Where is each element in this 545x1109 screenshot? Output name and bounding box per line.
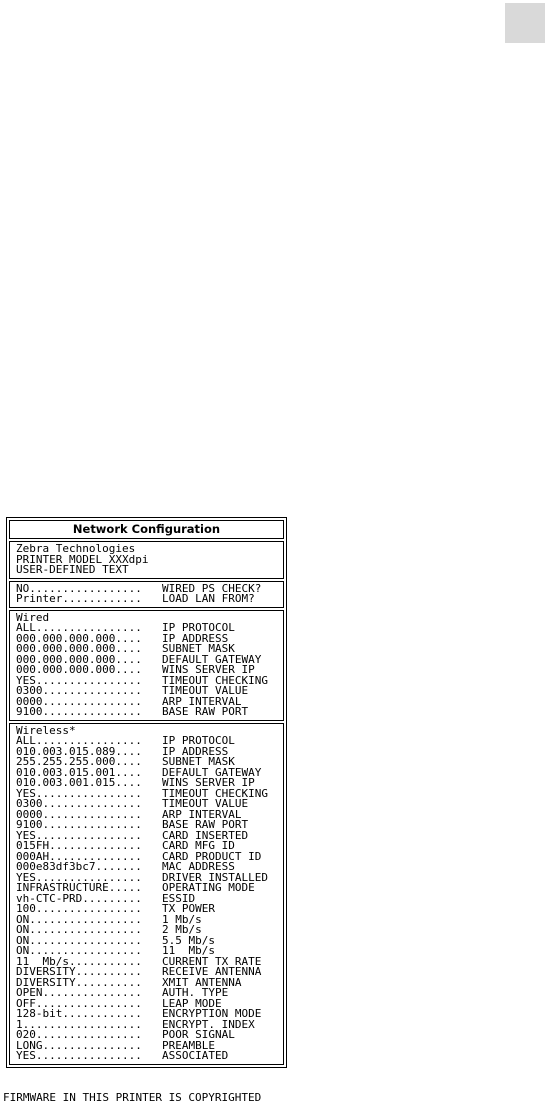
- wireless-heading: Wireless*: [16, 725, 76, 736]
- setting-value: OFF................: [16, 998, 142, 1009]
- setting-row: [16, 957, 279, 968]
- setting-label: WIRED PS CHECK?: [162, 583, 262, 594]
- setting-label: PREAMBLE: [162, 1040, 215, 1051]
- setting-row: [16, 584, 279, 595]
- setting-value: 11 Mb/s...........: [16, 956, 142, 967]
- setting-value: 9100...............: [16, 707, 142, 718]
- setting-row: [16, 904, 279, 915]
- wireless-settings-box: [9, 723, 284, 1065]
- setting-row: [16, 873, 279, 884]
- setting-row: [16, 810, 279, 821]
- setting-label: CARD MFG ID: [162, 841, 235, 852]
- setting-value: 255.255.255.000....: [16, 757, 142, 768]
- wired-heading: Wired: [16, 612, 50, 623]
- setting-label: ASSOCIATED: [162, 1051, 229, 1062]
- setting-value: vh-CTC-PRD.........: [16, 893, 142, 904]
- setting-row: [16, 594, 279, 605]
- setting-label: ENCRYPTION MODE: [162, 1009, 262, 1020]
- setting-row: [16, 768, 279, 779]
- setting-label: CURRENT TX RATE: [162, 956, 262, 967]
- setting-row: [16, 936, 279, 947]
- setting-row: [16, 799, 279, 810]
- setting-label: XMIT ANTENNA: [162, 977, 242, 988]
- setting-label: BASE RAW PORT: [162, 820, 249, 831]
- setting-value: INFRASTRUCTURE.....: [16, 883, 142, 894]
- setting-value: 128-bit............: [16, 1009, 142, 1020]
- setting-label: TIMEOUT VALUE: [162, 799, 249, 810]
- setting-row: [16, 988, 279, 999]
- identity-line: Zebra Technologies: [16, 544, 136, 555]
- setting-value: LONG...............: [16, 1040, 142, 1051]
- setting-value: YES................: [16, 1051, 142, 1062]
- setting-row: [16, 862, 279, 873]
- setting-label: SUBNET MASK: [162, 757, 235, 768]
- setting-row: [16, 623, 279, 634]
- setting-row: [16, 757, 279, 768]
- setting-label: POOR SIGNAL: [162, 1030, 235, 1041]
- setting-label: BASE RAW PORT: [162, 707, 249, 718]
- wired-settings-box: [9, 610, 284, 721]
- setting-value: 100................: [16, 904, 142, 915]
- setting-label: TIMEOUT CHECKING: [162, 675, 268, 686]
- setting-value: OPEN...............: [16, 988, 142, 999]
- setting-value: YES................: [16, 830, 142, 841]
- identity-line: PRINTER MODEL XXXdpi: [16, 554, 149, 565]
- setting-value: ALL................: [16, 623, 142, 634]
- setting-row: [16, 634, 279, 645]
- setting-label: LOAD LAN FROM?: [162, 594, 255, 605]
- setting-label: WINS SERVER IP: [162, 778, 255, 789]
- setting-value: Printer............: [16, 594, 142, 605]
- setting-label: RECEIVE ANTENNA: [162, 967, 262, 978]
- setting-value: 015FH..............: [16, 841, 142, 852]
- printout-title: Network Configuration: [72, 522, 221, 536]
- setting-row: [16, 841, 279, 852]
- setting-value: 010.003.001.015....: [16, 778, 142, 789]
- setting-value: ON.................: [16, 925, 142, 936]
- setting-value: 000AH..............: [16, 851, 142, 862]
- setting-label: 2 Mb/s: [162, 925, 202, 936]
- setting-row: [16, 1030, 279, 1041]
- setting-label: TIMEOUT VALUE: [162, 686, 249, 697]
- setting-value: 1..................: [16, 1019, 142, 1030]
- setting-value: 000.000.000.000....: [16, 665, 142, 676]
- setting-label: DEFAULT GATEWAY: [162, 654, 262, 665]
- setting-label: DRIVER INSTALLED: [162, 872, 268, 883]
- page-corner-tab: [505, 3, 545, 43]
- setting-row: [16, 915, 279, 926]
- setting-label: IP PROTOCOL: [162, 736, 235, 747]
- setting-value: NO.................: [16, 583, 142, 594]
- setting-row: [16, 676, 279, 687]
- setting-label: TX POWER: [162, 904, 215, 915]
- setting-label: DEFAULT GATEWAY: [162, 767, 262, 778]
- setting-label: ENCRYPT. INDEX: [162, 1019, 255, 1030]
- setting-value: 0300...............: [16, 686, 142, 697]
- setting-label: IP ADDRESS: [162, 633, 229, 644]
- setting-row: [16, 978, 279, 989]
- identity-line: USER-DEFINED TEXT: [16, 565, 129, 576]
- setting-row: [16, 736, 279, 747]
- setting-row: [16, 1009, 279, 1020]
- setting-row: [16, 1051, 279, 1062]
- setting-row: [16, 778, 279, 789]
- setting-label: ESSID: [162, 893, 196, 904]
- setting-label: AUTH. TYPE: [162, 988, 229, 999]
- setting-label: LEAP MODE: [162, 998, 222, 1009]
- setting-label: ARP INTERVAL: [162, 809, 242, 820]
- setting-row: [16, 831, 279, 842]
- setting-value: ALL................: [16, 736, 142, 747]
- setting-label: WINS SERVER IP: [162, 665, 255, 676]
- setting-value: ON.................: [16, 935, 142, 946]
- setting-value: YES................: [16, 788, 142, 799]
- setting-row: [16, 883, 279, 894]
- setting-row: [16, 665, 279, 676]
- setting-label: ARP INTERVAL: [162, 696, 242, 707]
- setting-row: [16, 747, 279, 758]
- setting-row: [16, 655, 279, 666]
- setting-label: TIMEOUT CHECKING: [162, 788, 268, 799]
- setting-value: ON.................: [16, 946, 142, 957]
- setting-row: [16, 697, 279, 708]
- setting-row: [16, 967, 279, 978]
- setting-value: DIVERSITY..........: [16, 967, 142, 978]
- setting-value: 000.000.000.000....: [16, 633, 142, 644]
- setting-value: DIVERSITY..........: [16, 977, 142, 988]
- network-configuration-printout: [6, 517, 287, 1068]
- setting-label: CARD INSERTED: [162, 830, 249, 841]
- setting-row: [16, 789, 279, 800]
- setting-value: 0000...............: [16, 696, 142, 707]
- copyright-footer: FIRMWARE IN THIS PRINTER IS COPYRIGHTED: [3, 1091, 262, 1104]
- setting-row: [16, 707, 279, 718]
- setting-row: [16, 894, 279, 905]
- setting-value: 0300...............: [16, 799, 142, 810]
- setting-row: [16, 820, 279, 831]
- setting-label: SUBNET MASK: [162, 644, 235, 655]
- setting-label: IP ADDRESS: [162, 746, 229, 757]
- setting-label: OPERATING MODE: [162, 883, 255, 894]
- setting-value: 000.000.000.000....: [16, 644, 142, 655]
- setting-value: ON.................: [16, 914, 142, 925]
- setting-row: [16, 999, 279, 1010]
- setting-row: [16, 686, 279, 697]
- setting-row: [16, 644, 279, 655]
- setting-row: [16, 946, 279, 957]
- setting-row: [16, 1041, 279, 1052]
- setting-value: 000.000.000.000....: [16, 654, 142, 665]
- setting-value: YES................: [16, 675, 142, 686]
- identity-box: [9, 541, 284, 579]
- setting-label: 11 Mb/s: [162, 946, 215, 957]
- setting-value: 000e83df3bc7.......: [16, 862, 142, 873]
- setting-value: 010.003.015.089....: [16, 746, 142, 757]
- setting-value: 010.003.015.001....: [16, 767, 142, 778]
- general-settings-box: [9, 581, 284, 608]
- setting-value: YES................: [16, 872, 142, 883]
- title-box: [9, 520, 284, 539]
- setting-row: [16, 852, 279, 863]
- setting-value: 9100...............: [16, 820, 142, 831]
- setting-label: 1 Mb/s: [162, 914, 202, 925]
- setting-row: [16, 925, 279, 936]
- setting-label: IP PROTOCOL: [162, 623, 235, 634]
- setting-row: [16, 1020, 279, 1031]
- setting-value: 020................: [16, 1030, 142, 1041]
- setting-label: 5.5 Mb/s: [162, 935, 215, 946]
- setting-value: 0000...............: [16, 809, 142, 820]
- setting-label: MAC ADDRESS: [162, 862, 235, 873]
- setting-label: CARD PRODUCT ID: [162, 851, 262, 862]
